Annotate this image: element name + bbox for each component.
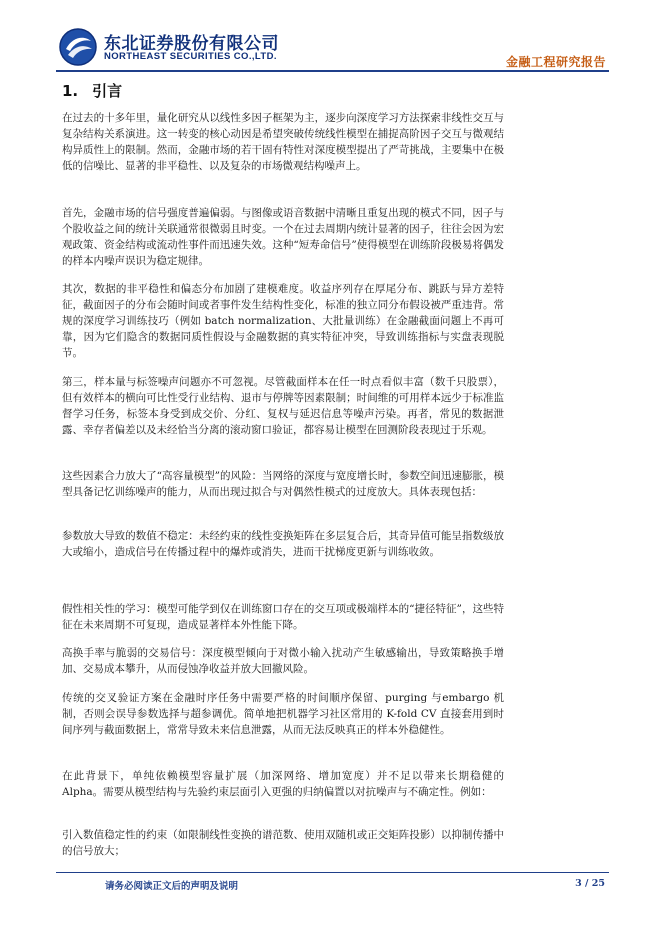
company-name-cn: 东北证券股份有限公司	[104, 34, 279, 54]
paragraph-intro: 在过去的十多年里，量化研究从以线性多因子框架为主，逐步向深度学习方法探索非线性交互与复杂结构关系演进。这一转变的核心动因是希望突破传统线性模型在捕捉高阶因子交互与微观结构异质性上的限制。然而，金融市场的若干固有特性对深度模型提出了严苛挑战，主要集中在极低的信噪比、显著的非平稳性、以及复杂的市场微观结构噪声上。	[62, 112, 504, 172]
section-title-text: 引言	[92, 82, 123, 100]
report-type-label: 金融工程研究报告	[505, 55, 606, 69]
section-title	[62, 80, 122, 101]
paragraph-sample-size: 第三，样本量与标签噪声问题亦不可忽视。尽管截面样本在任一时点看似丰富（数千只股票），但有效样本的横向可比性受行业结构、退市与停牌等因素限制；时间维的可用样本远少于标准监督学习任务，标签本身受到成交价、分红、复权与延迟信息等噪声污染。再者，常见的数据泄露、幸存者偏差以及未经恰当分离的滚动窗口验证，都容易让模型在回测阶段表现过于乐观。	[62, 376, 504, 436]
footer-divider	[56, 872, 609, 873]
paragraph-stability-constraint: 引入数值稳定性的约束（如限制线性变换的谱范数、使用双随机或正交矩阵投影）以抑制传播中的信号放大；	[62, 829, 504, 857]
section-number: 1.	[62, 82, 79, 100]
paragraph-inductive-bias: 在此背景下，单纯依赖模型容量扩展（加深网络、增加宽度）并不足以带来长期稳健的 Alpha。需要从模型结构与先验约束层面引入更强的归纳偏置以对抗噪声与不确定性。例如：	[62, 770, 504, 798]
paragraph-signal-strength: 首先，金融市场的信号强度普遍偏弱。与图像或语音数据中清晰且重复出现的模式不同，因子与个股收益之间的统计关联通常很微弱且时变。一个在过去周期内统计显著的因子，往往会因为宏观政策、资金结构或流动性事件而迅速失效。这种“短寿命信号”使得模型在训练阶段极易将偶发的样本内噪声误识为稳定规律。	[62, 207, 504, 267]
paragraph-turnover: 高换手率与脆弱的交易信号：深度模型倾向于对微小输入扰动产生敏感输出，导致策略换手增加、交易成本攀升，从而侵蚀净收益并放大回撤风险。	[62, 647, 504, 675]
company-name-en: NORTHEAST SECURITIES CO.,LTD.	[104, 51, 277, 62]
header-divider	[56, 70, 609, 72]
footer-disclaimer: 请务必阅读正文后的声明及说明	[105, 881, 239, 892]
page-header	[0, 0, 662, 72]
paragraph-numerical-instability: 参数放大导致的数值不稳定：未经约束的线性变换矩阵在多层复合后，其奇异值可能呈指数级放大或缩小，造成信号在传播过程中的爆炸或消失，进而干扰梯度更新与训练收敛。	[62, 530, 504, 558]
paragraph-high-capacity-risk: 这些因素合力放大了“高容量模型”的风险：当网络的深度与宽度增长时，参数空间迅速膨胀，模型具备记忆训练噪声的能力，从而出现过拟合与对偶然性模式的过度放大。具体表现包括：	[62, 470, 504, 498]
page-number: 3 / 25	[575, 878, 605, 889]
paragraph-cross-validation: 传统的交叉验证方案在金融时序任务中需要严格的时间顺序保留、purging 与embargo 机制，否则会误导参数选择与超参调优。简单地把机器学习社区常用的 K-fold CV 直接套用到时间序列与截面数据上，常常导致未来信息泄露，从而无法反映真正的样本外稳健性。	[62, 692, 504, 736]
paragraph-nonstationarity: 其次，数据的非平稳性和偏态分布加剧了建模难度。收益序列存在厚尾分布、跳跃与异方差特征，截面因子的分布会随时间或者事件发生结构性变化，标准的独立同分布假设被严重违背。常规的深度学习训练技巧（例如 batch normalization、大批量训练）在金融截面问题上不再可靠，因为它们隐含的数据同质性假设与金融数据的真实特征冲突，导致训练指标与实盘表现脱节。	[62, 283, 504, 359]
paragraph-spurious-correlation: 假性相关性的学习：模型可能学到仅在训练窗口存在的交互项或极端样本的“捷径特征”，这些特征在未来周期不可复现，造成显著样本外性能下降。	[62, 603, 504, 631]
northeast-securities-logo-icon	[58, 27, 98, 67]
